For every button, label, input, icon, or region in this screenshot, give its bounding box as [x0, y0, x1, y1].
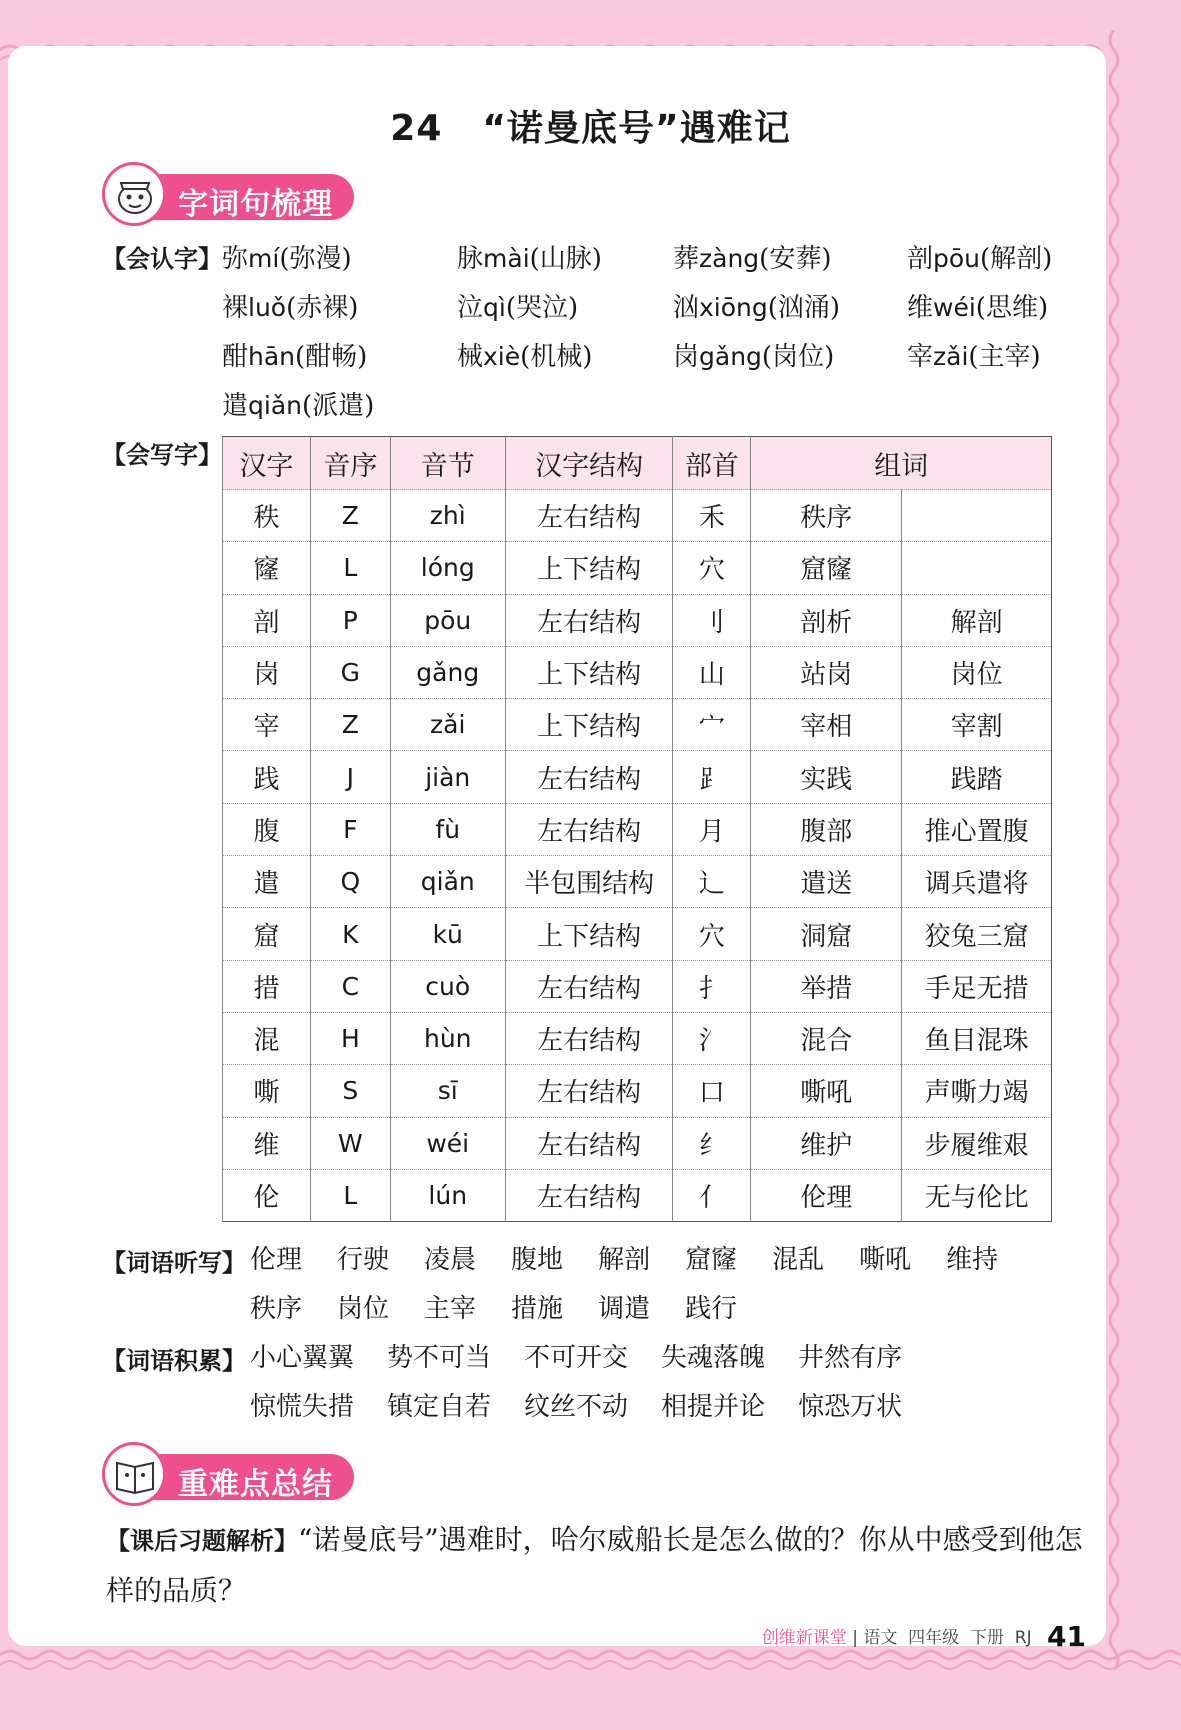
page-footer [762, 1620, 1086, 1653]
cell-seq: L [310, 1169, 390, 1221]
word-item: 失魂落魄 [661, 1343, 766, 1373]
section-title-vocab: 字词句梳理 [178, 187, 333, 222]
recognize-pinyin: luǒ [248, 293, 287, 322]
recognize-word: (解剖) [980, 244, 1053, 274]
recognize-word: (赤裸) [286, 293, 359, 323]
analysis-label: 【课后习题解析】 [106, 1527, 298, 1555]
recognize-char: 泣 [457, 293, 484, 323]
recognize-pinyin: xiè [483, 342, 521, 371]
word-item: 伦理 [250, 1245, 303, 1275]
frame-wave-right [1094, 30, 1154, 1670]
cell-word-2: 无与伦比 [902, 1169, 1052, 1221]
recognize-pinyin: pōu [933, 244, 981, 273]
cell-radical: 宀 [673, 699, 751, 751]
cell-word-2: 手足无措 [902, 960, 1052, 1012]
recognize-char: 宰 [907, 342, 934, 372]
word-item: 惊恐万状 [798, 1392, 903, 1422]
word-item: 主宰 [424, 1294, 477, 1324]
write-label: 【会写字】 [102, 441, 222, 469]
recognize-word: (哭泣) [505, 293, 579, 323]
cell-word-2: 宰割 [902, 699, 1052, 751]
recognize-char: 脉 [457, 244, 484, 274]
recognize-char: 剖 [907, 244, 934, 274]
word-item: 腹地 [511, 1245, 564, 1275]
cell-syllable: zǎi [390, 699, 505, 751]
cell-char: 窿 [223, 542, 311, 594]
recognize-pinyin: qiǎn [248, 391, 302, 420]
cell-word-1: 窟窿 [751, 542, 902, 594]
recognize-item [222, 385, 374, 422]
cell-char: 混 [223, 1012, 311, 1064]
page-number: 41 [1047, 1620, 1086, 1653]
cell-char: 剖 [223, 594, 311, 646]
cell-char: 嘶 [223, 1065, 311, 1117]
cell-radical: 山 [673, 646, 751, 698]
recognize-char: 葬 [673, 244, 700, 274]
word-item: 纹丝不动 [524, 1392, 629, 1422]
cell-structure: 左右结构 [505, 803, 673, 855]
recognize-word: (安葬) [759, 244, 832, 274]
cell-syllable: sī [390, 1065, 505, 1117]
recognize-item [907, 238, 1052, 275]
cell-seq: P [310, 594, 390, 646]
lesson-number: 24 [390, 108, 443, 149]
recognize-item [222, 336, 367, 373]
recognize-char: 遣 [222, 391, 249, 421]
cell-word-2: 鱼目混珠 [902, 1012, 1052, 1064]
recognize-item [457, 238, 602, 275]
cell-structure: 左右结构 [505, 751, 673, 803]
cell-seq: J [310, 751, 390, 803]
cell-char: 腹 [223, 803, 311, 855]
cell-radical: 扌 [673, 960, 751, 1012]
cell-char: 窟 [223, 908, 311, 960]
table-row [223, 1012, 1052, 1064]
cell-word-1: 秩序 [751, 490, 902, 542]
recognize-word: (机械) [520, 342, 593, 372]
cell-structure: 上下结构 [505, 699, 673, 751]
cell-radical: 辶 [673, 856, 751, 908]
recognize-pinyin: wéi [933, 293, 976, 322]
cell-seq: H [310, 1012, 390, 1064]
cell-syllable: kū [390, 908, 505, 960]
cell-word-2: 践踏 [902, 751, 1052, 803]
recognize-item [673, 238, 831, 275]
recognize-label: 【会认字】 [102, 245, 222, 273]
recognize-word: (酣畅) [295, 342, 368, 372]
word-item: 嘶吼 [859, 1245, 912, 1275]
cell-structure: 左右结构 [505, 1117, 673, 1169]
cell-seq: L [310, 542, 390, 594]
cell-char: 岗 [223, 646, 311, 698]
word-item: 解剖 [598, 1245, 651, 1275]
cell-seq: K [310, 908, 390, 960]
word-item: 秩序 [250, 1294, 303, 1324]
header-syllable: 音节 [390, 437, 505, 490]
mascot-book-icon [102, 1442, 166, 1506]
table-row [223, 1169, 1052, 1221]
header-radical: 部首 [673, 437, 751, 490]
cell-word-2: 调兵遣将 [902, 856, 1052, 908]
cell-char: 遣 [223, 856, 311, 908]
cell-word-1: 腹部 [751, 803, 902, 855]
recognize-item [673, 336, 834, 373]
recognize-pinyin: hān [248, 342, 296, 371]
table-row [223, 960, 1052, 1012]
word-item: 混乱 [772, 1245, 825, 1275]
cell-word-1: 实践 [751, 751, 902, 803]
cell-seq: Z [310, 699, 390, 751]
word-item: 不可开交 [524, 1343, 629, 1373]
cell-word-1: 遣送 [751, 856, 902, 908]
cell-syllable: cuò [390, 960, 505, 1012]
recognize-char: 岗 [673, 342, 700, 372]
recognize-item [907, 336, 1041, 373]
cell-structure: 上下结构 [505, 542, 673, 594]
write-chars-table [222, 436, 1052, 1222]
table-header-row [223, 437, 1052, 490]
cell-structure: 左右结构 [505, 594, 673, 646]
table-row [223, 1117, 1052, 1169]
recognize-word: (山脉) [529, 244, 602, 274]
cell-radical: 口 [673, 1065, 751, 1117]
recognize-word: (派遣) [302, 391, 375, 421]
cell-radical: 禾 [673, 490, 751, 542]
cell-syllable: wéi [390, 1117, 505, 1169]
table-row [223, 751, 1052, 803]
recognize-item [457, 287, 578, 324]
cell-word-1: 嘶吼 [751, 1065, 902, 1117]
header-seq: 音序 [310, 437, 390, 490]
cell-syllable: jiàn [390, 751, 505, 803]
cell-radical: 穴 [673, 542, 751, 594]
cell-word-1: 剖析 [751, 594, 902, 646]
cell-word-2: 推心置腹 [902, 803, 1052, 855]
cell-syllable: lún [390, 1169, 505, 1221]
word-item: 践行 [685, 1294, 738, 1324]
cell-syllable: lóng [390, 542, 505, 594]
table-row [223, 594, 1052, 646]
cell-structure: 半包围结构 [505, 856, 673, 908]
cell-radical: 纟 [673, 1117, 751, 1169]
recognize-pinyin: xiōng [699, 293, 768, 322]
footer-grade: 四年级 [908, 1628, 960, 1648]
cell-seq: F [310, 803, 390, 855]
analysis-question: “诺曼底号”遇难时，哈尔威船长是怎么做的？你从中感受到他怎样的品质？ [106, 1523, 1083, 1607]
cell-radical: 亻 [673, 1169, 751, 1221]
recognize-word: (弥漫) [279, 244, 352, 274]
recognize-pinyin: zǎi [933, 342, 969, 371]
accumulate-label: 【词语积累】 [102, 1347, 246, 1375]
header-structure: 汉字结构 [505, 437, 673, 490]
section-title-key-points: 重难点总结 [178, 1467, 333, 1502]
cell-word-2 [902, 542, 1052, 594]
cell-seq: G [310, 646, 390, 698]
recognize-char: 汹 [673, 293, 700, 323]
word-item: 岗位 [337, 1294, 390, 1324]
cell-seq: C [310, 960, 390, 1012]
recognize-pinyin: zàng [699, 244, 760, 273]
table-row [223, 908, 1052, 960]
recognize-item [222, 287, 358, 324]
cell-radical: 刂 [673, 594, 751, 646]
section-badge-vocab [106, 174, 354, 220]
cell-radical: ⻊ [673, 751, 751, 803]
mascot-icon [102, 162, 166, 226]
cell-radical: 穴 [673, 908, 751, 960]
cell-structure: 上下结构 [505, 908, 673, 960]
header-words: 组词 [751, 437, 1052, 490]
accumulate-line-2 [250, 1386, 935, 1423]
cell-char: 宰 [223, 699, 311, 751]
cell-syllable: fù [390, 803, 505, 855]
table-row [223, 699, 1052, 751]
recognize-item [673, 287, 840, 324]
cell-word-1: 洞窟 [751, 908, 902, 960]
cell-structure: 左右结构 [505, 1012, 673, 1064]
recognize-item [907, 287, 1048, 324]
cell-word-1: 维护 [751, 1117, 902, 1169]
word-item: 窟窿 [685, 1245, 738, 1275]
cell-char: 秩 [223, 490, 311, 542]
section-badge-key-points [106, 1454, 354, 1500]
cell-word-1: 宰相 [751, 699, 902, 751]
recognize-word: (汹涌) [767, 293, 841, 323]
recognize-char: 酣 [222, 342, 249, 372]
accumulate-line-1 [250, 1337, 935, 1374]
table-row [223, 1065, 1052, 1117]
cell-word-1: 伦理 [751, 1169, 902, 1221]
footer-subject: 语文 [863, 1628, 898, 1648]
recognize-char: 裸 [222, 293, 249, 323]
cell-structure: 左右结构 [505, 1169, 673, 1221]
recognize-pinyin: mài [483, 244, 530, 273]
footer-volume: 下册 [969, 1628, 1004, 1648]
cell-word-2 [902, 490, 1052, 542]
word-item: 相提并论 [661, 1392, 766, 1422]
table-row [223, 490, 1052, 542]
table-row [223, 803, 1052, 855]
cell-seq: Z [310, 490, 390, 542]
cell-syllable: gǎng [390, 646, 505, 698]
word-item: 井然有序 [798, 1343, 903, 1373]
footer-sep: | [852, 1628, 858, 1648]
cell-structure: 左右结构 [505, 960, 673, 1012]
cell-seq: W [310, 1117, 390, 1169]
dictation-line-1 [250, 1239, 1033, 1276]
recognize-word: (主宰) [968, 342, 1041, 372]
word-item: 凌晨 [424, 1245, 477, 1275]
cell-word-2: 解剖 [902, 594, 1052, 646]
footer-brand: 创维新课堂 [761, 1628, 847, 1648]
recognize-char: 械 [457, 342, 484, 372]
cell-structure: 左右结构 [505, 1065, 673, 1117]
recognize-pinyin: qì [483, 293, 506, 322]
word-item: 维持 [946, 1245, 999, 1275]
cell-word-2: 狡兔三窟 [902, 908, 1052, 960]
recognize-char: 弥 [222, 244, 249, 274]
cell-radical: 氵 [673, 1012, 751, 1064]
cell-syllable: qiǎn [390, 856, 505, 908]
recognize-pinyin: mí [248, 244, 280, 273]
recognize-pinyin: gǎng [699, 342, 762, 371]
recognize-item [222, 238, 352, 275]
cell-char: 维 [223, 1117, 311, 1169]
cell-seq: Q [310, 856, 390, 908]
table-row [223, 542, 1052, 594]
cell-radical: 月 [673, 803, 751, 855]
recognize-item [457, 336, 592, 373]
word-item: 势不可当 [387, 1343, 492, 1373]
recognize-word: (岗位) [761, 342, 835, 372]
table-row [223, 856, 1052, 908]
word-item: 惊慌失措 [250, 1392, 355, 1422]
word-item: 调遣 [598, 1294, 651, 1324]
dictation-label: 【词语听写】 [102, 1249, 246, 1277]
cell-word-2: 岗位 [902, 646, 1052, 698]
cell-char: 措 [223, 960, 311, 1012]
cell-word-1: 举措 [751, 960, 902, 1012]
cell-char: 践 [223, 751, 311, 803]
exercise-analysis [106, 1515, 1086, 1616]
recognize-char: 维 [907, 293, 934, 323]
cell-syllable: zhì [390, 490, 505, 542]
cell-word-2: 步履维艰 [902, 1117, 1052, 1169]
cell-seq: S [310, 1065, 390, 1117]
word-item: 措施 [511, 1294, 564, 1324]
cell-syllable: pōu [390, 594, 505, 646]
recognize-word: (思维) [975, 293, 1049, 323]
cell-word-1: 站岗 [751, 646, 902, 698]
table-row [223, 646, 1052, 698]
lesson-title [0, 100, 1181, 151]
cell-structure: 上下结构 [505, 646, 673, 698]
cell-word-1: 混合 [751, 1012, 902, 1064]
cell-word-2: 声嘶力竭 [902, 1065, 1052, 1117]
lesson-name: “诺曼底号”遇难记 [482, 108, 791, 149]
cell-structure: 左右结构 [505, 490, 673, 542]
word-item: 镇定自若 [387, 1392, 492, 1422]
dictation-line-2 [250, 1288, 772, 1325]
word-item: 小心翼翼 [250, 1343, 355, 1373]
cell-syllable: hùn [390, 1012, 505, 1064]
header-char: 汉字 [223, 437, 311, 490]
cell-char: 伦 [223, 1169, 311, 1221]
footer-edition: RJ [1014, 1628, 1032, 1648]
word-item: 行驶 [337, 1245, 390, 1275]
